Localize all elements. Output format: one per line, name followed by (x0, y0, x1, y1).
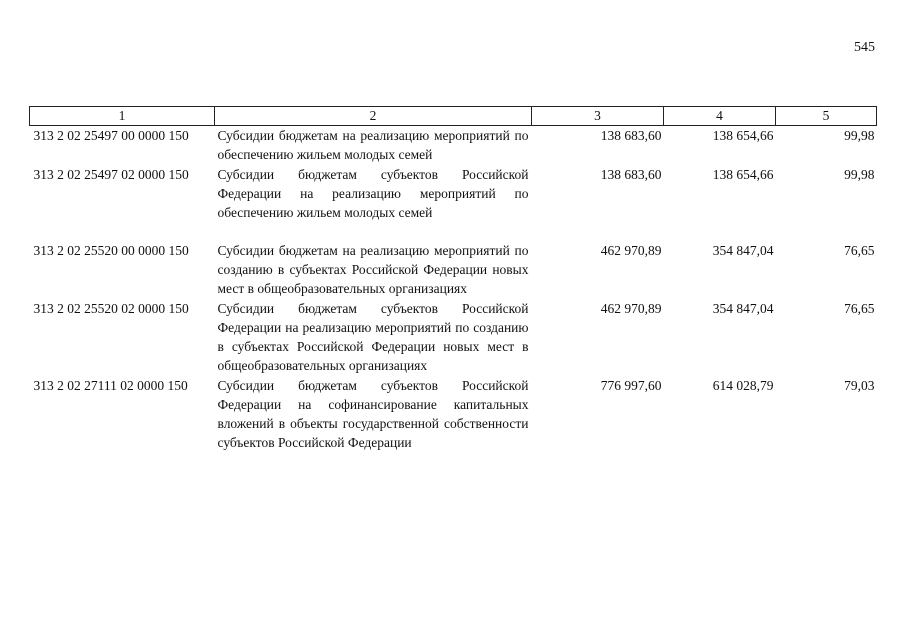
value-col-3: 138 683,60 (600, 128, 662, 143)
budget-table (29, 106, 877, 453)
row-spacer (30, 223, 877, 241)
value-col-3: 138 683,60 (600, 167, 662, 182)
table-row (30, 241, 877, 299)
table-row (30, 126, 877, 166)
column-header-1: 1 (30, 107, 215, 126)
table-row (30, 299, 877, 376)
value-col-3: 776 997,60 (600, 378, 662, 393)
row-description: Субсидии бюджетам на реализацию мероприятий по обеспечению жильем молодых семей (217, 128, 529, 162)
value-col-5: 76,65 (844, 243, 875, 258)
budget-code: 313 2 02 25520 02 0000 150 (33, 301, 189, 316)
value-col-5: 79,03 (844, 378, 875, 393)
column-header-4: 4 (664, 107, 776, 126)
table-row (30, 376, 877, 453)
value-col-5: 76,65 (844, 301, 875, 316)
column-header-2: 2 (215, 107, 532, 126)
value-col-5: 99,98 (844, 167, 875, 182)
budget-code: 313 2 02 25497 00 0000 150 (33, 128, 189, 143)
table-header-row (30, 107, 877, 126)
spacer-cell (30, 223, 877, 241)
value-col-4: 138 654,66 (712, 128, 774, 143)
budget-code: 313 2 02 25497 02 0000 150 (33, 167, 189, 182)
value-col-5: 99,98 (844, 128, 875, 143)
column-header-5: 5 (776, 107, 877, 126)
budget-code: 313 2 02 25520 00 0000 150 (33, 243, 189, 258)
value-col-4: 354 847,04 (712, 301, 774, 316)
value-col-4: 354 847,04 (712, 243, 774, 258)
row-description: Субсидии бюджетам на реализацию мероприятий по созданию в субъектах Российской Федерации новых мест в общеобразовательных организациях (217, 243, 529, 296)
page-number: 545 (854, 40, 875, 55)
row-description: Субсидии бюджетам субъектов Российской Федерации на реализацию мероприятий по обеспечению жильем молодых семей (217, 167, 529, 220)
table-row (30, 165, 877, 223)
value-col-4: 138 654,66 (712, 167, 774, 182)
value-col-3: 462 970,89 (600, 301, 662, 316)
column-header-3: 3 (532, 107, 664, 126)
row-description: Субсидии бюджетам субъектов Российской Федерации на реализацию мероприятий по созданию в субъектах Российской Федерации новых мест в общеобразовательных организациях (217, 301, 529, 373)
row-description: Субсидии бюджетам субъектов Российской Федерации на софинансирование капитальных вложений в объекты государственной собственности субъектов Российской Федерации (217, 378, 529, 450)
value-col-3: 462 970,89 (600, 243, 662, 258)
budget-code: 313 2 02 27111 02 0000 150 (33, 378, 188, 393)
value-col-4: 614 028,79 (712, 378, 774, 393)
